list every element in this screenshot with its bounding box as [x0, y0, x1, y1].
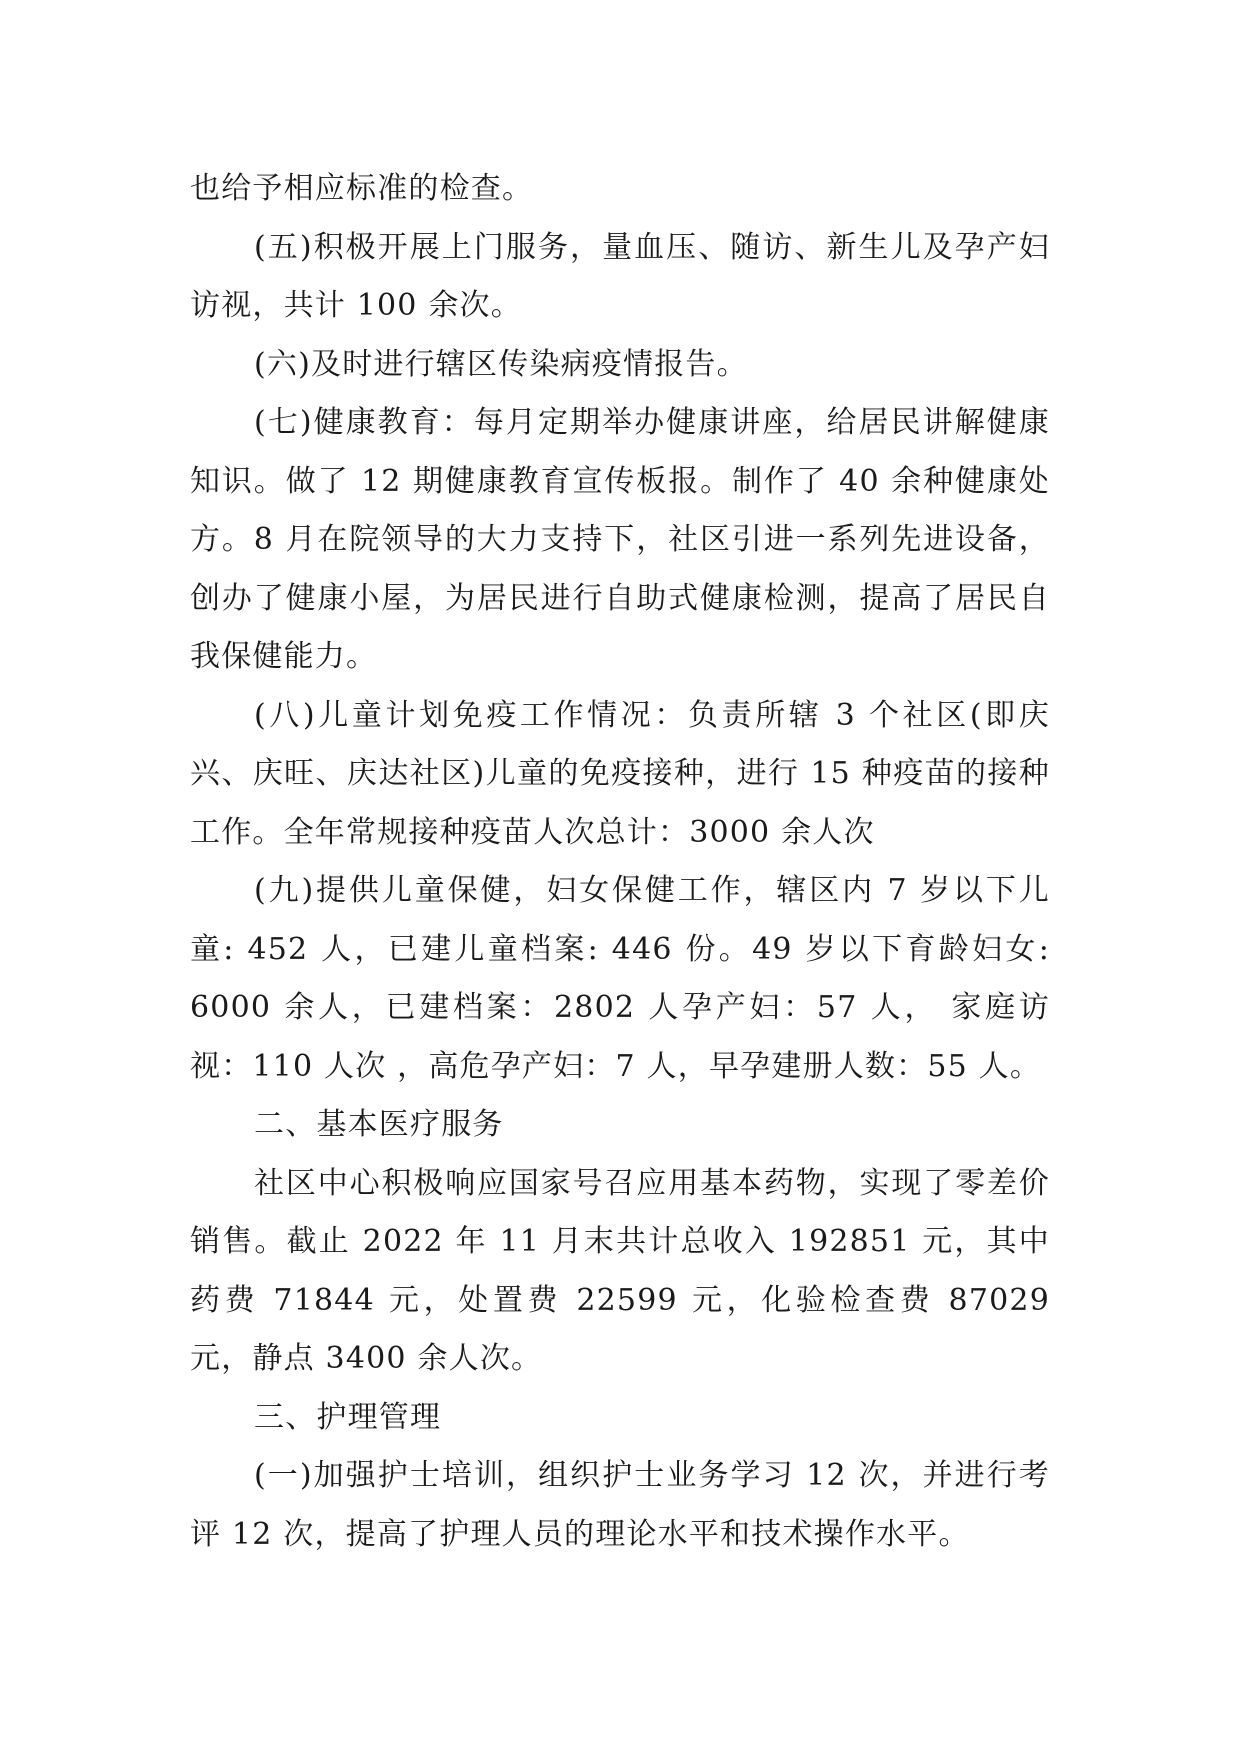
document-body [190, 160, 1050, 1564]
paragraph-item-9-child-women-health: (九)提供儿童保健，妇女保健工作，辖区内 7 岁以下儿童: 452 人，已建儿童档案: 446 份。49 岁以下育龄妇女: 6000 余人，已建档案：2802 人孕产妇：57 人， 家庭访视：110 人次 ，高危孕产妇：7 人，早孕建册人数：55 人。 [190, 873, 1050, 1084]
paragraph-nursing-training: (一)加强护士培训，组织护士业务学习 12 次，并进行考评 12 次，提高了护理人员的理论水平和技术操作水平。 [190, 1458, 1050, 1552]
section-heading-nursing: 三、护理管理 [254, 1399, 442, 1435]
paragraph-item-7-health-education: (七)健康教育：每月定期举办健康讲座，给居民讲解健康知识。做了 12 期健康教育宣传板报。制作了 40 余种健康处方。8 月在院领导的大力支持下，社区引进一系列先进设备，创办了健康小屋，为居民进行自助式健康检测，提高了居民自我保健能力。 [190, 405, 1050, 674]
paragraph-item-6-epidemic-report: (六)及时进行辖区传染病疫情报告。 [254, 346, 748, 382]
paragraph-item-8-immunization: (八)儿童计划免疫工作情况：负责所辖 3 个社区(即庆兴、庆旺、庆达社区)儿童的免疫接种，进行 15 种疫苗的接种工作。全年常规接种疫苗人次总计：3000 余人次 [190, 697, 1050, 850]
paragraph-item-5-home-service: (五)积极开展上门服务，量血压、随访、新生儿及孕产妇访视，共计 100 余次。 [190, 229, 1050, 323]
paragraph-continuation: 也给予相应标准的检查。 [190, 171, 534, 206]
section-heading-basic-medical: 二、基本医疗服务 [254, 1107, 504, 1142]
paragraph-basic-medical: 社区中心积极响应国家号召应用基本药物，实现了零差价销售。截止 2022 年 11 月末共计总收入 192851 元，其中药费 71844 元，处置费 22599 元，化验检查费 87029 元，静点 3400 余人次。 [190, 1165, 1050, 1376]
